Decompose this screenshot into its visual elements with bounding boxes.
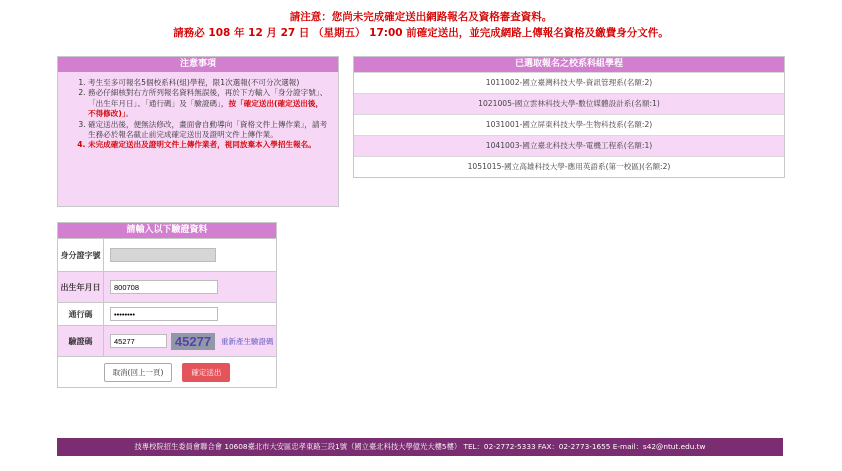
form-title: 請輸入以下驗證資料 [58, 223, 276, 238]
birth-label: 出生年月日 [58, 272, 104, 302]
passcode-input[interactable] [110, 307, 218, 321]
notes-list [88, 78, 330, 151]
id-row [58, 238, 276, 271]
notice-line-2: 請務必 108 年 12 月 27 日 （星期五） 17:00 前確定送出，並完成網路上傳報名資格及繳費身分文件。 [173, 27, 669, 39]
department-row: 1011002-國立臺灣科技大學-資訊管理系(名額:2) [354, 72, 784, 93]
department-row: 1031001-國立屏東科技大學-生物科技系(名額:2) [354, 114, 784, 135]
captcha-input[interactable] [110, 334, 167, 348]
id-label: 身分證字號 [58, 239, 104, 271]
departments-title: 已選取報名之校系科組學程 [354, 57, 784, 72]
passcode-row [58, 302, 276, 325]
captcha-image: 45277 [171, 333, 215, 350]
verification-form [57, 222, 277, 388]
id-number-input[interactable] [110, 248, 216, 262]
captcha-label: 驗證碼 [58, 326, 104, 356]
refresh-captcha-link[interactable]: 重新產生驗證碼 [221, 336, 274, 346]
note-item-2: 2. 務必仔細核對右方所列報名資料無誤後，再於下方輸入「身分證字號」、「出生年月日」、「通行碼」及「驗證碼」，按「確定送出(確定送出後，不得修改)」。 [88, 88, 330, 119]
footer-contact: 技專校院招生委員會聯合會 10608臺北市大安區忠孝東路三段1號（國立臺北科技大學億光大樓5樓） TEL：02-2772-5333 FAX：02-2773-1655 E-mail：s42@ntut.edu.tw [57, 438, 783, 456]
passcode-label: 通行碼 [58, 303, 104, 325]
note-item-3: 3. 確定送出後，便無法修改，畫面會自動導向「資格文件上傳作業」，請考生務必於報名截止前完成確定送出及證明文件上傳作業。 [88, 120, 330, 141]
form-actions [58, 356, 276, 387]
selected-departments-panel [353, 56, 785, 178]
captcha-row [58, 325, 276, 356]
birth-row [58, 271, 276, 302]
birthdate-input[interactable] [110, 280, 218, 294]
notice-line-1: 請注意：您尚未完成確定送出網路報名及資格審查資料。 [289, 11, 553, 23]
department-row: 1051015-國立高雄科技大學-應用英語系(第一校區)(名額:2) [354, 156, 784, 177]
note-item-1: 1. 考生至多可報名5個校系科(組)學程，限1次選報(不可分次選報) [88, 78, 330, 88]
notes-panel [57, 56, 339, 207]
notes-title: 注意事項 [58, 57, 338, 72]
cancel-button[interactable]: 取消(回上一頁) [104, 363, 173, 382]
submit-button[interactable]: 確定送出 [182, 363, 230, 382]
department-row: 1041003-國立臺北科技大學-電機工程系(名額:1) [354, 135, 784, 156]
note-item-4: 4. 未完成確定送出及證明文件上傳作業者，視同放棄本入學招生報名。 [88, 140, 330, 150]
department-row: 1021005-國立雲林科技大學-數位媒體設計系(名額:1) [354, 93, 784, 114]
